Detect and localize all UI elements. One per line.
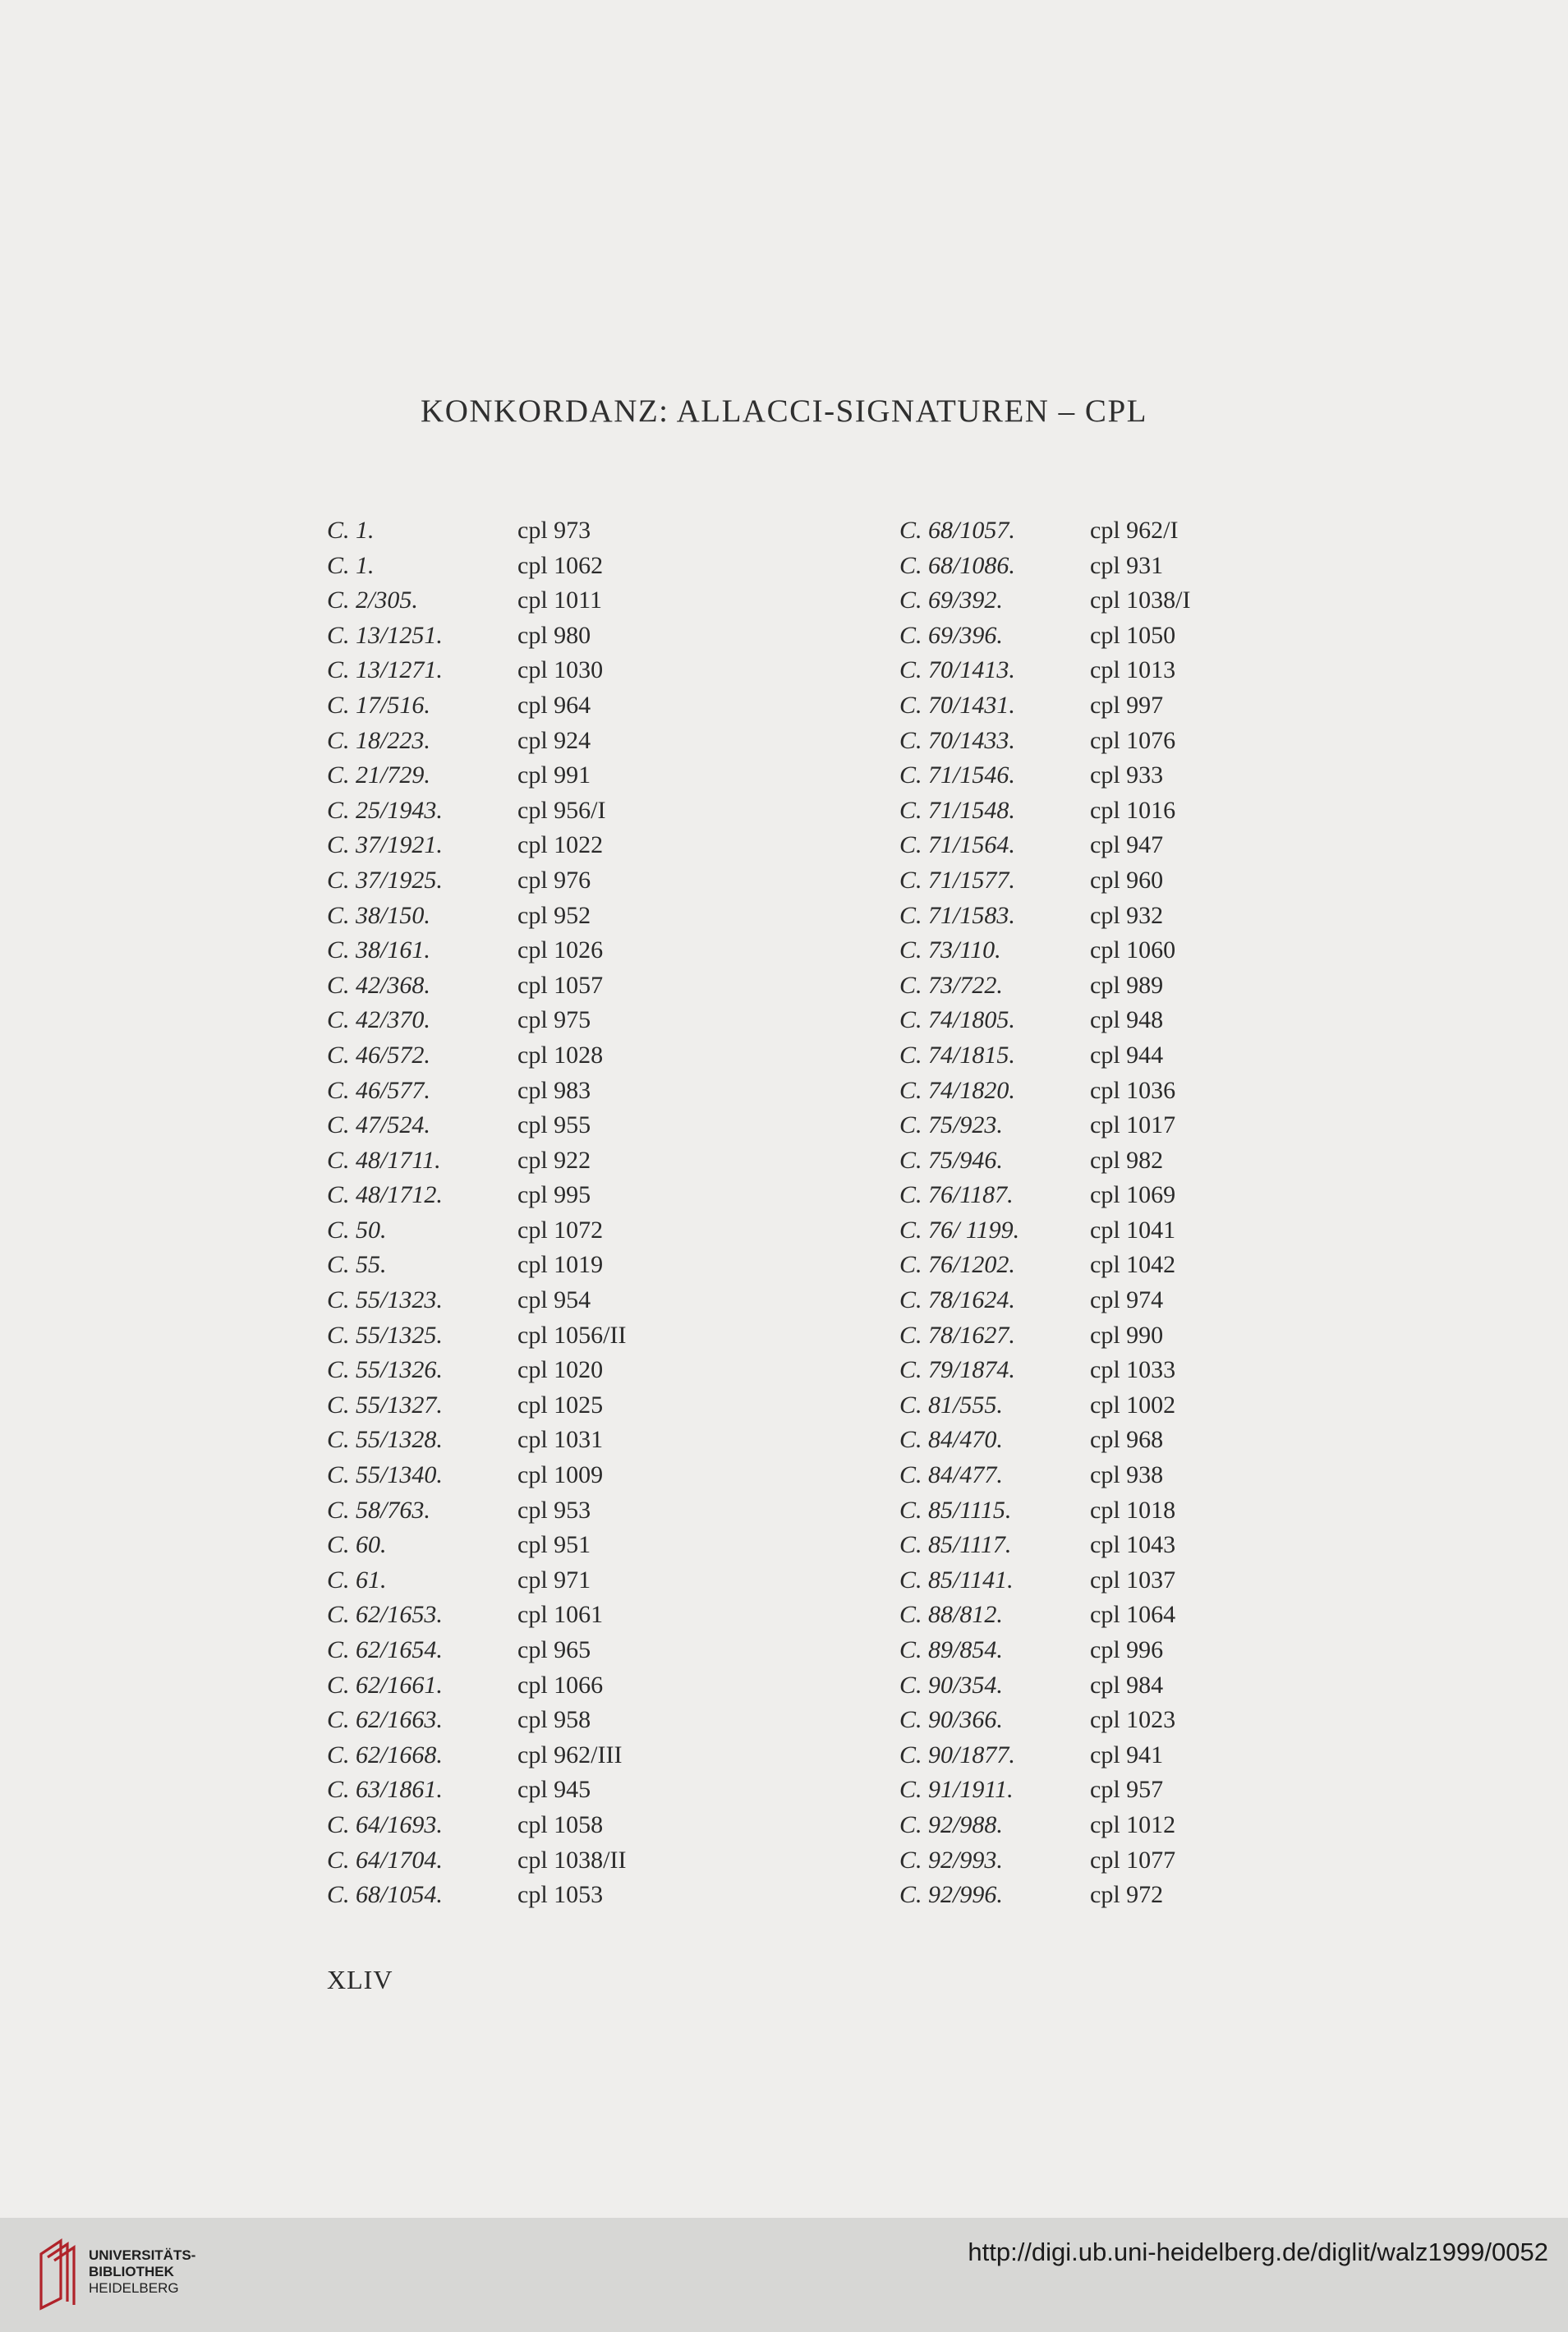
- cpl-shelfmark: cpl 1042: [1090, 1251, 1176, 1279]
- allacci-signature: C. 21/729.: [327, 761, 430, 789]
- cpl-shelfmark: cpl 982: [1090, 1146, 1164, 1174]
- allacci-signature: C. 62/1653.: [327, 1601, 443, 1629]
- cpl-shelfmark: cpl 984: [1090, 1671, 1164, 1699]
- cpl-shelfmark: cpl 1018: [1090, 1496, 1176, 1524]
- cpl-shelfmark: cpl 957: [1090, 1776, 1164, 1804]
- cpl-shelfmark: cpl 1050: [1090, 621, 1176, 649]
- cpl-shelfmark: cpl 975: [517, 1006, 591, 1034]
- allacci-signature: C. 68/1054.: [327, 1881, 443, 1909]
- cpl-shelfmark: cpl 956/I: [517, 796, 606, 824]
- allacci-signature: C. 92/988.: [899, 1810, 1003, 1838]
- cpl-shelfmark: cpl 1023: [1090, 1706, 1176, 1734]
- cpl-shelfmark: cpl 964: [517, 691, 591, 719]
- cpl-shelfmark: cpl 971: [517, 1566, 591, 1594]
- cpl-shelfmark: cpl 1022: [517, 831, 604, 859]
- cpl-shelfmark: cpl 938: [1090, 1461, 1164, 1489]
- cpl-shelfmark: cpl 951: [517, 1531, 591, 1559]
- allacci-signature: C. 84/470.: [899, 1426, 1003, 1454]
- allacci-signature: C. 70/1413.: [899, 656, 1015, 684]
- cpl-shelfmark: cpl 922: [517, 1146, 591, 1174]
- cpl-shelfmark: cpl 1017: [1090, 1111, 1176, 1139]
- cpl-shelfmark: cpl 924: [517, 726, 591, 754]
- allacci-signature: C. 48/1712.: [327, 1181, 443, 1209]
- cpl-shelfmark: cpl 955: [517, 1111, 591, 1139]
- allacci-signature: C. 37/1921.: [327, 831, 443, 859]
- allacci-signature: C. 42/370.: [327, 1006, 430, 1034]
- allacci-signature: C. 84/477.: [899, 1461, 1003, 1489]
- page-number: XLIV: [327, 1965, 393, 1994]
- allacci-signature: C. 85/1141.: [899, 1566, 1014, 1594]
- cpl-shelfmark: cpl 1020: [517, 1356, 604, 1384]
- cpl-shelfmark: cpl 1064: [1090, 1601, 1176, 1629]
- library-name-line1: UNIVERSITÄTS-: [89, 2247, 196, 2263]
- page-title: KONKORDANZ: ALLACCI-SIGNATUREN – CPL: [421, 393, 1147, 429]
- allacci-signature: C. 55/1327.: [327, 1391, 443, 1419]
- allacci-signature: C. 37/1925.: [327, 866, 443, 894]
- cpl-shelfmark: cpl 974: [1090, 1286, 1164, 1314]
- allacci-signature: C. 17/516.: [327, 691, 430, 719]
- allacci-signature: C. 71/1583.: [899, 901, 1015, 929]
- allacci-signature: C. 76/1187.: [899, 1181, 1014, 1209]
- allacci-signature: C. 81/555.: [899, 1391, 1003, 1419]
- cpl-shelfmark: cpl 944: [1090, 1041, 1164, 1069]
- cpl-shelfmark: cpl 952: [517, 901, 591, 929]
- allacci-signature: C. 46/572.: [327, 1041, 430, 1069]
- allacci-signature: C. 46/577.: [327, 1076, 430, 1104]
- cpl-shelfmark: cpl 1060: [1090, 936, 1176, 964]
- cpl-shelfmark: cpl 1057: [517, 971, 604, 999]
- allacci-signature: C. 88/812.: [899, 1601, 1003, 1629]
- cpl-shelfmark: cpl 1077: [1090, 1846, 1176, 1874]
- allacci-signature: C. 68/1057.: [899, 517, 1015, 544]
- allacci-signature: C. 75/946.: [899, 1146, 1003, 1174]
- cpl-shelfmark: cpl 1011: [517, 586, 603, 614]
- allacci-signature: C. 78/1624.: [899, 1286, 1015, 1314]
- cpl-shelfmark: cpl 980: [517, 621, 591, 649]
- allacci-signature: C. 78/1627.: [899, 1321, 1015, 1349]
- allacci-signature: C. 55/1328.: [327, 1426, 443, 1454]
- cpl-shelfmark: cpl 991: [517, 761, 591, 789]
- cpl-shelfmark: cpl 962/III: [517, 1741, 623, 1769]
- allacci-signature: C. 18/223.: [327, 726, 430, 754]
- cpl-shelfmark: cpl 983: [517, 1076, 591, 1104]
- allacci-signature: C. 73/110.: [899, 936, 1001, 964]
- allacci-signature: C. 48/1711.: [327, 1146, 441, 1174]
- allacci-signature: C. 1.: [327, 517, 375, 544]
- allacci-signature: C. 70/1431.: [899, 691, 1015, 719]
- allacci-signature: C. 64/1704.: [327, 1846, 443, 1874]
- allacci-signature: C. 25/1943.: [327, 796, 443, 824]
- allacci-signature: C. 92/996.: [899, 1881, 1003, 1909]
- cpl-shelfmark: cpl 931: [1090, 551, 1164, 579]
- allacci-signature: C. 76/ 1199.: [899, 1216, 1020, 1244]
- allacci-signature: C. 38/161.: [327, 936, 430, 964]
- allacci-signature: C. 47/524.: [327, 1111, 430, 1139]
- allacci-signature: C. 68/1086.: [899, 551, 1015, 579]
- cpl-shelfmark: cpl 973: [517, 517, 591, 544]
- allacci-signature: C. 69/392.: [899, 586, 1003, 614]
- allacci-signature: C. 55/1340.: [327, 1461, 443, 1489]
- allacci-signature: C. 71/1577.: [899, 866, 1015, 894]
- cpl-shelfmark: cpl 972: [1090, 1881, 1164, 1909]
- cpl-shelfmark: cpl 1019: [517, 1251, 604, 1279]
- cpl-shelfmark: cpl 997: [1090, 691, 1164, 719]
- allacci-signature: C. 62/1654.: [327, 1636, 443, 1663]
- allacci-signature: C. 79/1874.: [899, 1356, 1015, 1384]
- cpl-shelfmark: cpl 958: [517, 1706, 591, 1734]
- allacci-signature: C. 13/1251.: [327, 621, 443, 649]
- cpl-shelfmark: cpl 1030: [517, 656, 604, 684]
- allacci-signature: C. 62/1668.: [327, 1741, 443, 1769]
- allacci-signature: C. 85/1115.: [899, 1496, 1012, 1524]
- allacci-signature: C. 73/722.: [899, 971, 1003, 999]
- allacci-signature: C. 75/923.: [899, 1111, 1003, 1139]
- cpl-shelfmark: cpl 1026: [517, 936, 604, 964]
- cpl-shelfmark: cpl 1031: [517, 1426, 604, 1454]
- cpl-shelfmark: cpl 968: [1090, 1426, 1164, 1454]
- allacci-signature: C. 42/368.: [327, 971, 430, 999]
- allacci-signature: C. 92/993.: [899, 1846, 1003, 1874]
- cpl-shelfmark: cpl 1012: [1090, 1810, 1176, 1838]
- cpl-shelfmark: cpl 1058: [517, 1810, 604, 1838]
- allacci-signature: C. 38/150.: [327, 901, 430, 929]
- allacci-signature: C. 55.: [327, 1251, 387, 1279]
- allacci-signature: C. 90/1877.: [899, 1741, 1015, 1769]
- cpl-shelfmark: cpl 1056/II: [517, 1321, 627, 1349]
- cpl-shelfmark: cpl 976: [517, 866, 591, 894]
- allacci-signature: C. 74/1815.: [899, 1041, 1015, 1069]
- allacci-signature: C. 2/305.: [327, 586, 418, 614]
- cpl-shelfmark: cpl 954: [517, 1286, 591, 1314]
- allacci-signature: C. 13/1271.: [327, 656, 443, 684]
- allacci-signature: C. 89/854.: [899, 1636, 1003, 1663]
- cpl-shelfmark: cpl 1028: [517, 1041, 604, 1069]
- cpl-shelfmark: cpl 995: [517, 1181, 591, 1209]
- cpl-shelfmark: cpl 953: [517, 1496, 591, 1524]
- cpl-shelfmark: cpl 1038/I: [1090, 586, 1191, 614]
- cpl-shelfmark: cpl 962/I: [1090, 517, 1179, 544]
- allacci-signature: C. 55/1325.: [327, 1321, 443, 1349]
- cpl-shelfmark: cpl 1043: [1090, 1531, 1176, 1559]
- allacci-signature: C. 70/1433.: [899, 726, 1015, 754]
- allacci-signature: C. 74/1805.: [899, 1006, 1015, 1034]
- cpl-shelfmark: cpl 1013: [1090, 656, 1176, 684]
- allacci-signature: C. 63/1861.: [327, 1776, 443, 1804]
- cpl-shelfmark: cpl 1041: [1090, 1216, 1176, 1244]
- library-name-line3: HEIDELBERG: [89, 2280, 179, 2296]
- cpl-shelfmark: cpl 1069: [1090, 1181, 1176, 1209]
- allacci-signature: C. 90/366.: [899, 1706, 1003, 1734]
- ub-heidelberg-logo-icon: [36, 2236, 82, 2311]
- allacci-signature: C. 58/763.: [327, 1496, 430, 1524]
- cpl-shelfmark: cpl 1002: [1090, 1391, 1176, 1419]
- allacci-signature: C. 50.: [327, 1216, 387, 1244]
- cpl-shelfmark: cpl 947: [1090, 831, 1164, 859]
- cpl-shelfmark: cpl 1062: [517, 551, 604, 579]
- cpl-shelfmark: cpl 1076: [1090, 726, 1176, 754]
- library-name: [89, 2247, 195, 2297]
- allacci-signature: C. 91/1911.: [899, 1776, 1014, 1804]
- cpl-shelfmark: cpl 1072: [517, 1216, 604, 1244]
- cpl-shelfmark: cpl 1066: [517, 1671, 604, 1699]
- cpl-shelfmark: cpl 1025: [517, 1391, 604, 1419]
- allacci-signature: C. 69/396.: [899, 621, 1003, 649]
- allacci-signature: C. 1.: [327, 551, 375, 579]
- cpl-shelfmark: cpl 965: [517, 1636, 591, 1663]
- cpl-shelfmark: cpl 1038/II: [517, 1846, 627, 1874]
- allacci-signature: C. 64/1693.: [327, 1810, 443, 1838]
- allacci-signature: C. 71/1548.: [899, 796, 1015, 824]
- cpl-shelfmark: cpl 960: [1090, 866, 1164, 894]
- allacci-signature: C. 90/354.: [899, 1671, 1003, 1699]
- allacci-signature: C. 60.: [327, 1531, 387, 1559]
- allacci-signature: C. 62/1661.: [327, 1671, 443, 1699]
- cpl-shelfmark: cpl 941: [1090, 1741, 1164, 1769]
- cpl-shelfmark: cpl 996: [1090, 1636, 1164, 1663]
- allacci-signature: C. 76/1202.: [899, 1251, 1015, 1279]
- cpl-shelfmark: cpl 945: [517, 1776, 591, 1804]
- allacci-signature: C. 55/1323.: [327, 1286, 443, 1314]
- cpl-shelfmark: cpl 990: [1090, 1321, 1164, 1349]
- allacci-signature: C. 71/1564.: [899, 831, 1015, 859]
- allacci-signature: C. 74/1820.: [899, 1076, 1015, 1104]
- cpl-shelfmark: cpl 1053: [517, 1881, 604, 1909]
- cpl-shelfmark: cpl 1037: [1090, 1566, 1176, 1594]
- allacci-signature: C. 62/1663.: [327, 1706, 443, 1734]
- cpl-shelfmark: cpl 1061: [517, 1601, 604, 1629]
- allacci-signature: C. 61.: [327, 1566, 387, 1594]
- permalink-url[interactable]: http://digi.ub.uni-heidelberg.de/diglit/walz1999/0052: [968, 2238, 1548, 2266]
- allacci-signature: C. 85/1117.: [899, 1531, 1012, 1559]
- cpl-shelfmark: cpl 1016: [1090, 796, 1176, 824]
- cpl-shelfmark: cpl 1036: [1090, 1076, 1176, 1104]
- cpl-shelfmark: cpl 933: [1090, 761, 1164, 789]
- library-name-line2: BIBLIOTHEK: [89, 2264, 174, 2279]
- cpl-shelfmark: cpl 1009: [517, 1461, 604, 1489]
- allacci-signature: C. 71/1546.: [899, 761, 1015, 789]
- cpl-shelfmark: cpl 989: [1090, 971, 1164, 999]
- cpl-shelfmark: cpl 948: [1090, 1006, 1164, 1034]
- allacci-signature: C. 55/1326.: [327, 1356, 443, 1384]
- cpl-shelfmark: cpl 1033: [1090, 1356, 1176, 1384]
- cpl-shelfmark: cpl 932: [1090, 901, 1164, 929]
- digitization-footer: [0, 2218, 1568, 2332]
